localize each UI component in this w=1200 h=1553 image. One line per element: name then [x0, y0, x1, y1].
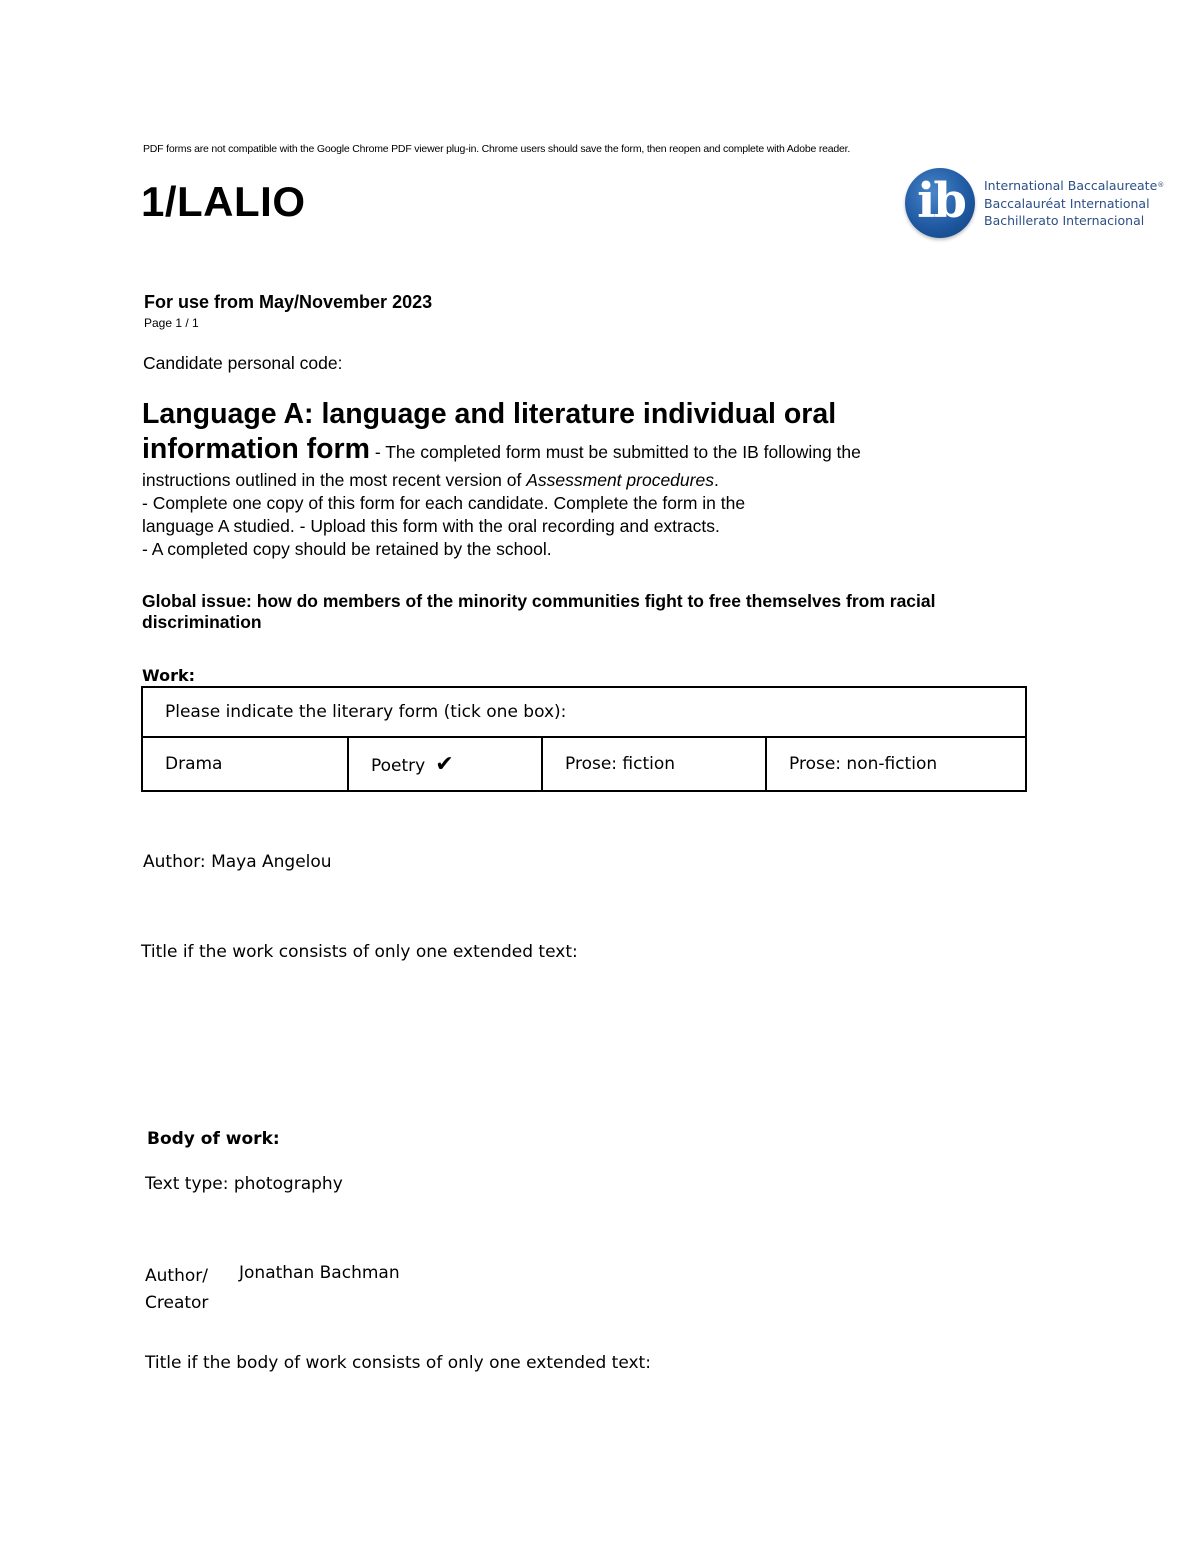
assessment-procedures-ref: Assessment procedures [526, 470, 714, 490]
ib-logo-circle [905, 168, 975, 238]
logo-line-english: International Baccalaureate [984, 178, 1158, 193]
work-label: Work: [142, 666, 195, 685]
page-number: Page 1 / 1 [144, 316, 199, 330]
author-field[interactable]: Author: Maya Angelou [143, 852, 332, 872]
logo-line-french: Baccalauréat International [984, 195, 1150, 211]
form-heading-line2: information form [142, 433, 370, 465]
author-creator-value[interactable]: Jonathan Bachman [239, 1263, 400, 1283]
literary-form-table [141, 686, 1027, 792]
logo-registered-mark: ® [1157, 181, 1165, 189]
ib-logo [905, 168, 1165, 246]
author-creator-label-line1: Author/ [145, 1266, 208, 1286]
logo-line-spanish: Bachillerato Internacional [984, 213, 1145, 228]
option-poetry[interactable] [348, 737, 542, 791]
global-issue: Global issue: how do members of the minority communities fight to free themselves from racial discrimination [142, 591, 936, 632]
option-drama[interactable]: Drama [142, 737, 348, 791]
form-heading-line1: Language A: language and literature individual oral [142, 398, 837, 430]
text-type-field[interactable]: Text type: photography [145, 1174, 343, 1194]
chrome-compatibility-notice: PDF forms are not compatible with the Google Chrome PDF viewer plug-in. Chrome users should save the form, then reopen and complete with Adobe reader. [143, 143, 851, 155]
literary-form-prompt: Please indicate the literary form (tick one box): [142, 687, 1026, 737]
author-creator-label [145, 1263, 208, 1317]
ib-logo-mark: ib [917, 173, 965, 229]
instructions-text: instructions outlined in the most recent version of [142, 470, 527, 490]
form-heading-block [142, 396, 1042, 561]
heading-instruction: - The completed form must be submitted to the IB following the [370, 442, 861, 462]
instructions-period: . [713, 470, 719, 490]
ib-logo-text [984, 177, 1164, 230]
option-prose-nonfiction[interactable]: Prose: non-fiction [766, 737, 1026, 791]
title-body-label: Title if the body of work consists of only one extended text: [145, 1353, 651, 1373]
title-work-label: Title if the work consists of only one extended text: [141, 942, 578, 962]
checkmark-icon: ✔ [435, 751, 454, 777]
body-of-work-label: Body of work: [147, 1129, 280, 1149]
author-creator-label-line2: Creator [145, 1293, 209, 1313]
option-poetry-label: Poetry [371, 755, 426, 776]
instruction-bullet-2: - A completed copy should be retained by the school. [142, 539, 552, 559]
form-code-title: 1/LALIO [141, 178, 306, 225]
candidate-code-label: Candidate personal code: [143, 353, 343, 373]
instructions-line [142, 469, 1042, 492]
option-prose-fiction[interactable]: Prose: fiction [542, 737, 766, 791]
instruction-bullet-1b: language A studied. - Upload this form with the oral recording and extracts. [142, 516, 720, 536]
use-from-date: For use from May/November 2023 [144, 292, 433, 312]
instruction-bullet-1a: - Complete one copy of this form for each candidate. Complete the form in the [142, 493, 746, 513]
